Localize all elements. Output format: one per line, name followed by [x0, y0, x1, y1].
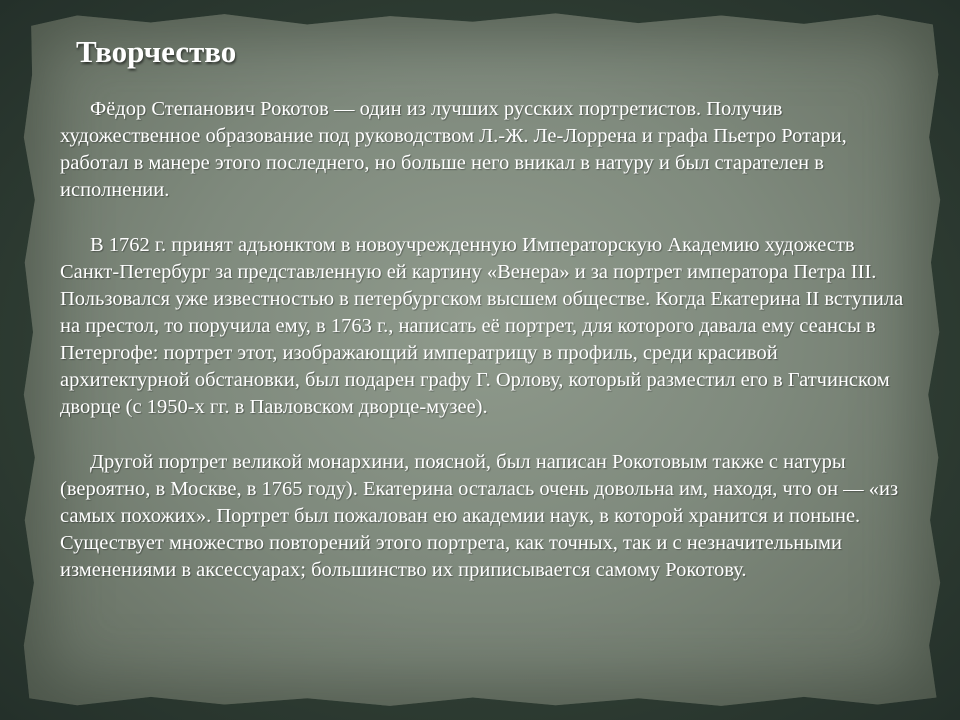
paragraph-intro: Фёдор Степанович Рокотов — один из лучших русских портретистов. Получив художественное образование под руководством Л.-Ж. Ле-Лоррена и графа Пьетро Ротари, работал в манере этого последнего, но больше него вникал в натуру и был старателен в исполнении.	[60, 98, 847, 201]
paragraph-portrait: Другой портрет великой монархини, поясной, был написан Рокотовым также с натуры (вероятно, в Москве, в 1765 году). Екатерина осталась очень довольна им, находя, что он — «из самых похожих». Портрет был пожалован ею академии наук, в которой хранится и поныне. Существует множество повторений этого портрета, как точных, так и с незначительными изменениями в аксессуарах; большинство их приписывается самому Рокотову.	[60, 451, 899, 581]
slide-body	[60, 96, 912, 612]
slide-title: Творчество	[76, 34, 237, 69]
paragraph-academy: В 1762 г. принят адъюнктом в новоучрежденную Императорскую Академию художеств Санкт-Петербург за представленную ей картину «Венера» и за портрет императора Петра III. Пользовался уже известностью в петербургском высшем обществе. Когда Екатерина II вступила на престол, то поручила ему, в 1763 г., написать её портрет, для которого давала ему сеансы в Петергофе: портрет этот, изображающий императрицу в профиль, среди красивой архитектурной обстановки, был подарен графу Г. Орлову, который разместил его в Гатчинском дворце (с 1950-х гг. в Павловском дворце-музее).	[60, 234, 904, 418]
